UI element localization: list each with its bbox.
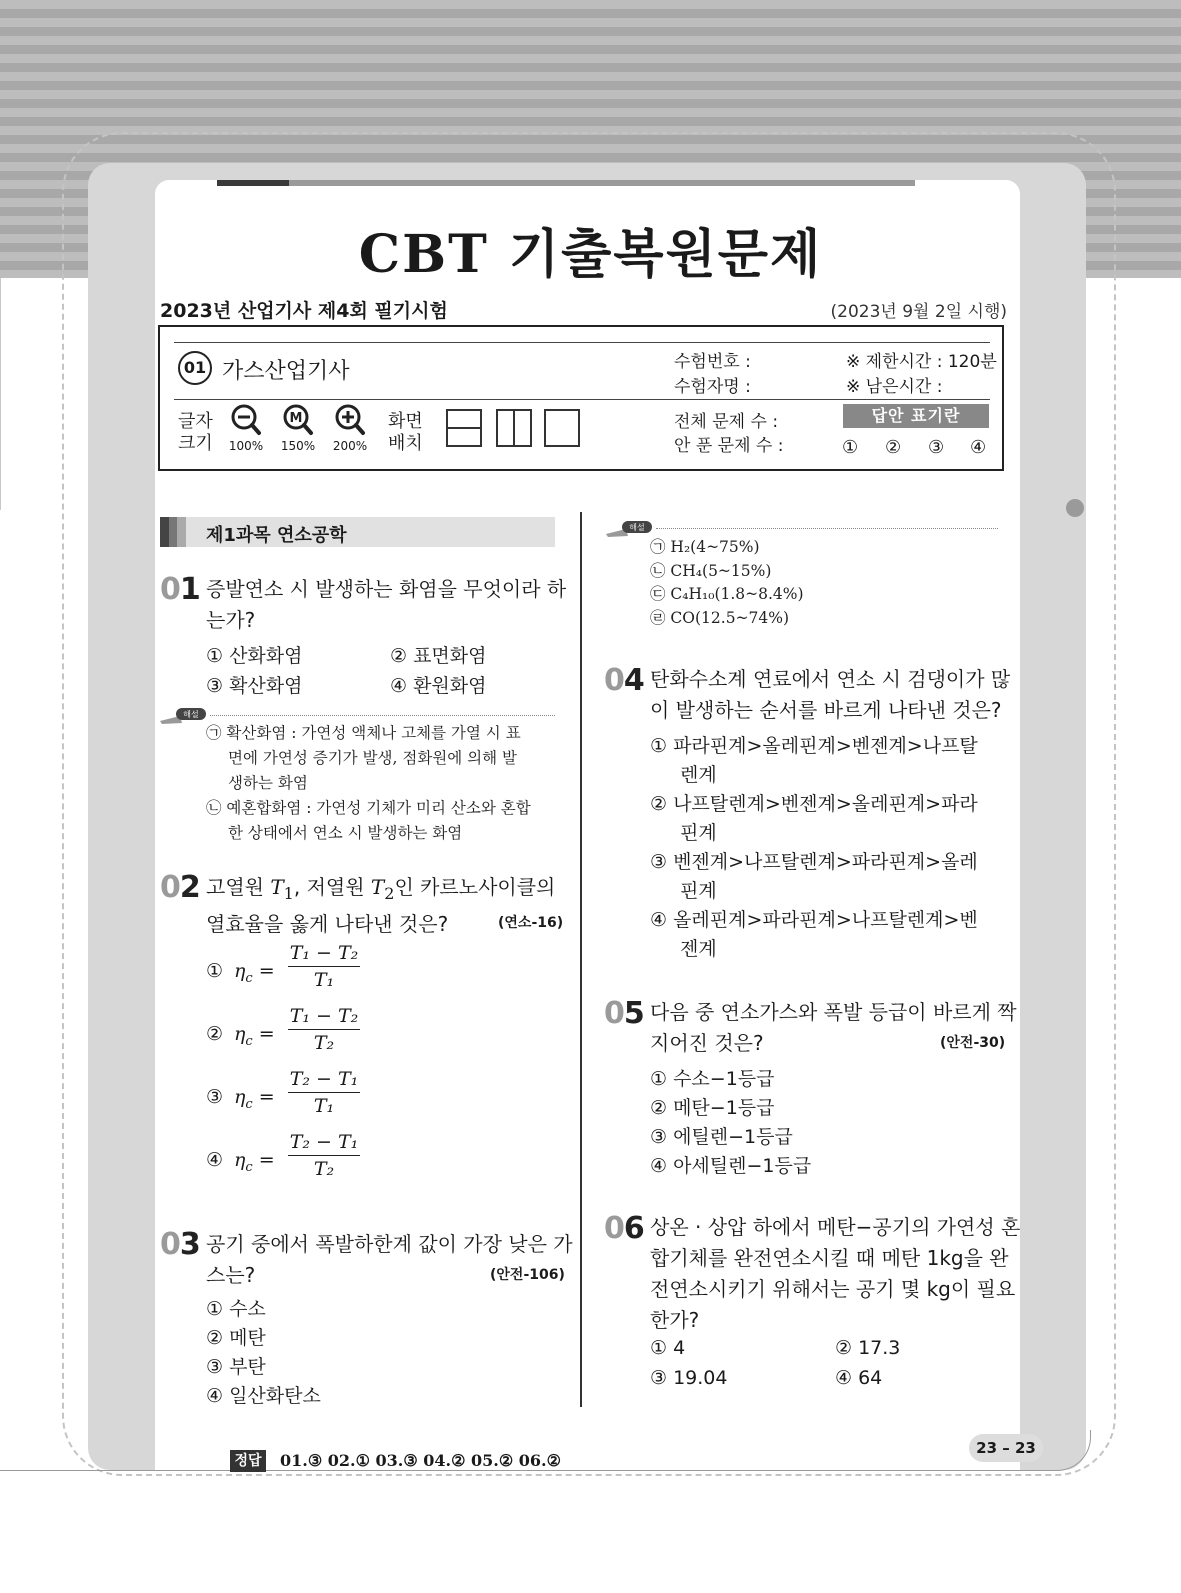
question-text: 증발연소 시 발생하는 화염을 무엇이라 하 는가?: [206, 577, 567, 632]
zoom-level: 100%: [228, 439, 264, 453]
section-header: [160, 517, 555, 547]
question-reference: (안전-106): [490, 1267, 565, 1283]
option[interactable]: ② 나프탈렌계>벤젠계>올레핀계>파라: [650, 793, 978, 815]
answer-key: 01.③ 02.① 03.③ 04.② 05.② 06.②: [280, 1451, 561, 1470]
column-divider: [580, 512, 582, 1407]
layout-horizontal-split-button[interactable]: [446, 409, 482, 447]
option[interactable]: ① $\eta_c$ = T₁ − T₂ T₁: [206, 942, 359, 991]
exam-number-label: 수험번호 :: [674, 352, 751, 372]
explanation: ㉠ H₂(4~75%) ㉡ CH₄(5~15%) ㉢ C₄H₁₀(1.8~8.4%) ㉣ CO(12.5~74%): [650, 538, 804, 627]
option[interactable]: ③ 19.04: [650, 1367, 728, 1389]
zoom-out-icon: [230, 403, 262, 437]
option[interactable]: ④ 64: [835, 1367, 883, 1389]
cbt-header-panel: [158, 325, 1004, 471]
exam-date: (2023년 9월 2일 시행): [830, 302, 1007, 322]
zoom-200-button[interactable]: [324, 403, 376, 453]
option[interactable]: ④ 환원화염: [390, 675, 487, 697]
title-accent-dark: [217, 180, 289, 186]
question-text: 다음 중 연소가스와 폭발 등급이 바르게 짝 지어진 것은?: [650, 1000, 1017, 1055]
zoom-level: 150%: [280, 439, 316, 453]
option-list: ① 파라핀계>올레핀계>벤젠계>나프탈 렌계 ② 나프탈렌계>벤젠계>올레핀계>파라 핀계 ③ 벤젠계>나프탈렌계>파라핀계>올레 핀계 ④ 올레핀계>파라핀계>나프탈렌계>벤 젠계: [650, 732, 978, 964]
option[interactable]: ③ 벤젠계>나프탈렌계>파라핀계>올레: [650, 851, 978, 873]
side-bullet: [1066, 499, 1084, 517]
option[interactable]: ③ 부탄: [206, 1356, 266, 1378]
layout-label: 화면 배치: [388, 411, 423, 454]
subject-number-badge: 01: [178, 351, 212, 385]
explanation-book-icon: [604, 518, 652, 538]
question-text: 고열원 $T_1$, 저열원 $T_2$인 카르노사이클의 열효율을 옳게 나타낸 것은?: [206, 875, 556, 936]
font-size-label: 글자 크기: [178, 411, 213, 454]
option[interactable]: ② $\eta_c$ = T₁ − T₂ T₂: [206, 1005, 359, 1054]
zoom-150-button[interactable]: [272, 403, 324, 453]
zoom-medium-icon: [282, 403, 314, 437]
zoom-in-icon: [334, 403, 366, 437]
option[interactable]: ③ 에틸렌−1등급: [650, 1126, 793, 1148]
option[interactable]: ② 메탄: [206, 1327, 266, 1349]
option[interactable]: ① 수소−1등급: [650, 1068, 775, 1090]
page-title: CBT 기출복원문제: [358, 224, 823, 285]
page-edge: [0, 278, 1, 510]
svg-text:해설: 해설: [629, 523, 645, 532]
section-title: 제1과목 연소공학: [206, 525, 347, 546]
layout-divider: [513, 411, 515, 445]
answer-option-2[interactable]: ②: [885, 437, 902, 458]
answer-option-1[interactable]: ①: [842, 437, 859, 458]
answer-option-3[interactable]: ③: [928, 437, 945, 458]
title-accent-light: [289, 180, 915, 186]
explanation-rule: [656, 528, 998, 529]
question-reference: (연소-16): [498, 915, 564, 931]
zoom-100-button[interactable]: [220, 403, 272, 453]
exam-name-label: 수험자명 :: [674, 377, 751, 397]
question-text: 탄화수소계 연료에서 연소 시 검댕이가 많 이 발생하는 순서를 바르게 나타낸 것은?: [650, 667, 1011, 722]
option[interactable]: ① 파라핀계>올레핀계>벤젠계>나프탈: [650, 735, 978, 757]
question-number: 04: [604, 663, 644, 698]
exam-title: 2023년 산업기사 제4회 필기시험: [160, 300, 448, 322]
option[interactable]: ① 수소: [206, 1298, 266, 1320]
option[interactable]: ④ 올레핀계>파라핀계>나프탈렌계>벤: [650, 909, 978, 931]
subject-name: 가스산업기사: [222, 359, 350, 384]
answer-sheet-header: 답안 표기란: [843, 404, 989, 428]
option[interactable]: ① 산화화염: [206, 645, 303, 667]
time-limit: ※ 제한시간 : 120분: [846, 352, 997, 372]
svg-text:M: M: [289, 411, 303, 426]
zoom-level: 200%: [332, 439, 368, 453]
unsolved-questions-label: 안 푼 문제 수 :: [674, 436, 784, 456]
time-left: ※ 남은시간 :: [846, 377, 943, 397]
explanation-book-icon: [158, 705, 206, 725]
question-number: 05: [604, 996, 644, 1031]
explanation-rule: [210, 715, 555, 716]
option[interactable]: ④ $\eta_c$ = T₂ − T₁ T₂: [206, 1131, 359, 1180]
total-questions-label: 전체 문제 수 :: [674, 412, 779, 432]
option[interactable]: ④ 아세틸렌−1등급: [650, 1155, 812, 1177]
layout-single-button[interactable]: [544, 409, 580, 447]
layout-divider: [448, 427, 480, 429]
question-number: 03: [160, 1227, 200, 1262]
answer-key-label: 정답: [230, 1450, 266, 1472]
layout-vertical-split-button[interactable]: [496, 409, 532, 447]
option[interactable]: ② 메탄−1등급: [650, 1097, 775, 1119]
question-number: 06: [604, 1211, 644, 1246]
question-text: 상온 · 상압 하에서 메탄−공기의 가연성 혼 합기체를 완전연소시킬 때 메탄 1kg을 완 전연소시키기 위해서는 공기 몇 kg이 필요 한가?: [650, 1215, 1021, 1332]
page-number: 23 – 23: [969, 1434, 1043, 1462]
question-reference: (안전-30): [940, 1035, 1006, 1051]
option[interactable]: ② 17.3: [835, 1337, 901, 1359]
question-number: 02: [160, 870, 200, 905]
option[interactable]: ④ 일산화탄소: [206, 1385, 321, 1407]
option[interactable]: ③ 확산화염: [206, 675, 303, 697]
svg-text:해설: 해설: [183, 710, 199, 719]
option[interactable]: ① 4: [650, 1337, 686, 1359]
answer-option-4[interactable]: ④: [970, 437, 987, 458]
question-number: 01: [160, 572, 200, 607]
question-text: 공기 중에서 폭발하한계 값이 가장 낮은 가 스는?: [206, 1232, 573, 1287]
header-rule-mid: [174, 399, 990, 400]
explanation: ㉠ 확산화염 : 가연성 액체나 고체를 가열 시 표 면에 가연성 증기가 발생, 점화원에 의해 발 생하는 화염 ㉡ 예혼합화염 : 가연성 기체가 미리 산소와 혼합 한 상태에서 연소 시 발생하는 화염: [206, 724, 531, 842]
option[interactable]: ③ $\eta_c$ = T₂ − T₁ T₁: [206, 1068, 359, 1117]
option[interactable]: ② 표면화염: [390, 645, 487, 667]
header-rule-top: [174, 342, 990, 343]
